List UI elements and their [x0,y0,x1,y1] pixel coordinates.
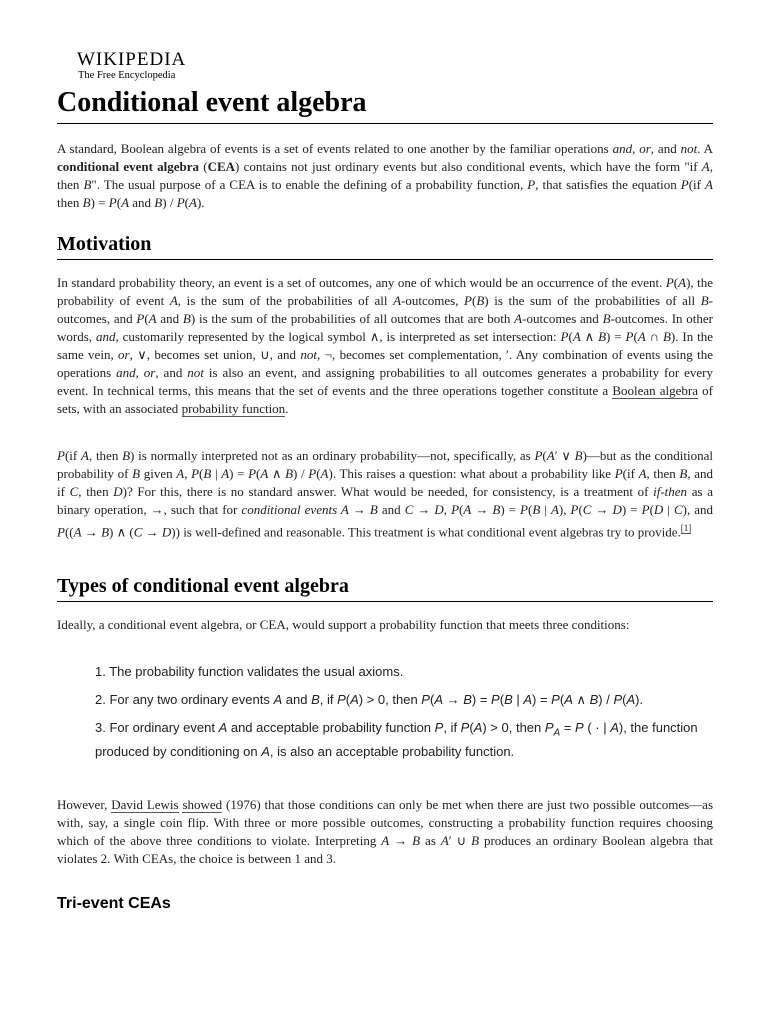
link-probability-function[interactable]: probability function [181,401,286,416]
condition-item-1: 1. The probability function validates the usual axioms. [95,664,404,679]
intro-paragraph: A standard, Boolean algebra of events is a set of events related to one another by the familiar operations and, or, and not. A conditional event algebra (CEA) contains not just ordinary events but also conditional events, which have the form "if A, then B". The usual purpose of a CEA is to enable the defining of a probability function, P, that satisfies the equation P(if A then B) = P(A and B) / P(A). [57,141,714,210]
condition-item-2: 2. For any two ordinary events A and B, if P(A) > 0, then P(A → B) = P(B | A) = P(A ∧ B) / P(A). [95,692,644,707]
link-boolean-algebra[interactable]: Boolean algebra [612,383,699,398]
logo-tagline: The Free Encyclopedia [78,70,176,81]
motivation-paragraph-1: In standard probability theory, an event is a set of outcomes, any one of which would be an occurrence of the event. P(A), the probability of event A, is the sum of the probabilities of all A-outcomes, P(B) is the sum of the probabilities of all B-outcomes, and P(A and B) is the sum of the probabilities of all outcomes that are both A-outcomes and B-outcomes. In other words, and, customarily represented by the logical symbol ∧, is interpreted as set intersection: P(A ∧ B) = P(A ∩ B). In the same vein, or, ∨, becomes set union, ∪, and not, ¬, becomes set complementation, ′. Any combination of events using the operations and, or, and not is also an event, and assigning probabilities to all outcomes generates a probability for every event. In technical terms, this means that the set of events and the three operations together constitute a Boolean algebra of sets, with an associated probability function. [57,275,714,416]
page-title: Conditional event algebra [57,84,713,124]
conditions-list [95,663,715,771]
lewis-paragraph: However, David Lewis showed (1976) that those conditions can only be met when there are just two possible outcomes—as with, say, a single coin flip. With three or more possible outcomes, constructing a probability function requires choosing which of the above three conditions to violate. Interpreting A → B as A′ ∪ B produces an ordinary Boolean algebra that violates 2. With CEAs, the choice is between 1 and 3. [57,797,714,866]
subsection-heading-tri-event: Tri-event CEAs [57,895,171,912]
section-heading-types: Types of conditional event algebra [57,572,713,602]
motivation-paragraph-2: P(if A, then B) is normally interpreted not as an ordinary probability—not, specifically, as P(A′ ∨ B)—but as the conditional probability of B given A, P(B | A) = P(A ∧ B) / P(A). This raises a question: what about a probability like P(if A, then B, and if C, then D)? For this, there is no standard answer. What would be needed, for consistency, is a treatment of if-then as a binary operation, →, such that for conditional events A → B and C → D, P(A → B) = P(B | A), P(C → D) = P(D | C), and P((A → B) ∧ (C → D)) is well-defined and reasonable. This treatment is what conditional event algebras try to provide.[1] [57,448,714,540]
logo-wordmark: WIKIPEDIA [77,49,187,70]
condition-item-3: 3. For ordinary event A and acceptable probability function P, if P(A) > 0, then $P_A = P$ ( · | A), the function produced by conditioning on A, is also an acceptable probability function. [95,720,698,759]
link-axioms[interactable]: axioms [358,664,400,679]
link-david-lewis[interactable]: David Lewis [111,797,179,812]
reference-link-1[interactable]: [1] [680,523,692,533]
wikipedia-logo[interactable] [77,50,186,82]
section-heading-motivation: Motivation [57,230,713,260]
types-intro-paragraph: Ideally, a conditional event algebra, or CEA, would support a probability function that meets three conditions: [57,617,630,632]
link-showed[interactable]: showed [182,797,223,812]
